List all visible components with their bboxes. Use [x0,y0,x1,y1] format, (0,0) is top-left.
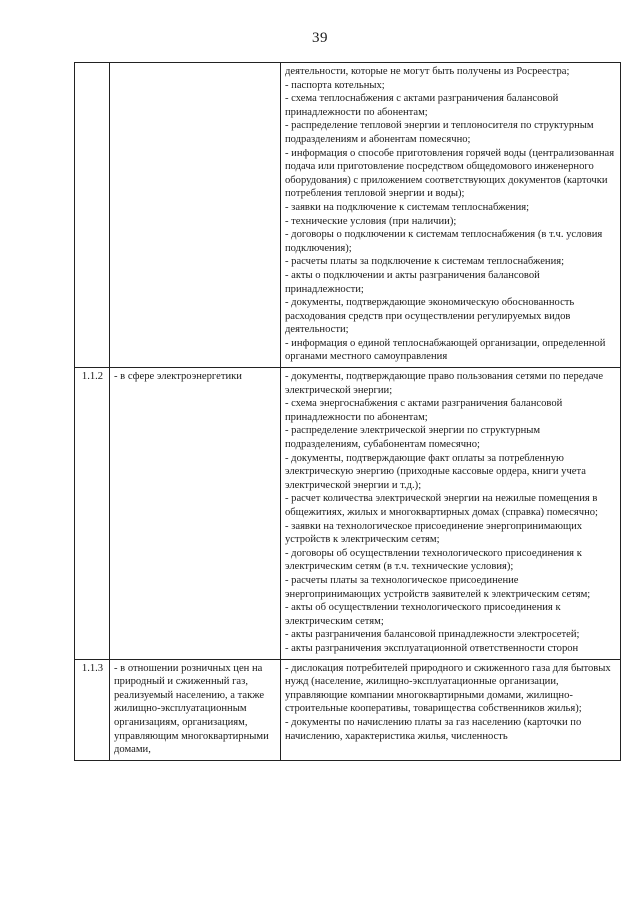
requirements-table [74,62,621,761]
document-item: - схема теплоснабжения с актами разграничения балансовой принадлежности по абонентам; [285,93,559,118]
row-documents [281,368,621,659]
document-item: - информация о способе приготовления горячей воды (централизованная подача или приготовление посредством общедомового инженерного оборудования) с приложением соответствующих документов (карточки потребления тепловой энергии и воды); [285,147,615,200]
document-item: - документы, подтверждающие право пользования сетями по передаче электрической энергии; [285,371,604,396]
row-documents [281,659,621,760]
document-item: - документы по начислению платы за газ населению (карточки по начислению, характеристика жилья, численность [285,716,582,742]
document-item: - расчеты платы за подключение к системам теплоснабжения; [285,256,565,268]
document-item: - документы, подтверждающие факт оплаты за потребленную электрическую энергию (приходные кассовые ордера, книги учета электрической энергии и т.д.); [285,452,586,491]
row-area: - в отношении розничных цен на природный и сжиженный газ, реализуемый населению, а также жилищно-эксплуатационным организациям, организациям, управляющим многоквартирными домами, [110,659,281,760]
row-number: 1.1.2 [75,368,110,659]
document-item: - дислокация потребителей природного и сжиженного газа для бытовых нужд (население, жилищно-эксплуатационные организации, управляющие компании многоквартирными домами, жилищно-строительные кооперативы, товарищества собственников жилья); [285,662,611,715]
document-item: - информация о единой теплоснабжающей организации, определенной органами местного самоуправления [285,337,606,363]
row-number: 1.1.3 [75,659,110,760]
document-item: - договоры о подключении к системам теплоснабжения (в т.ч. условия подключения); [285,229,603,254]
document-item: - акты о подключении и акты разграничения балансовой принадлежности; [285,269,540,295]
document-item: - расчеты платы за технологическое присоединение энергопринимающих устройств заявителей к электрическим сетям; [285,574,591,600]
document-item: - заявки на подключение к системам теплоснабжения; [285,201,530,213]
document-item: - схема энергоснабжения с актами разграничения балансовой принадлежности по абонентам; [285,398,563,423]
document-item: - распределение тепловой энергии и теплоносителя по структурным подразделениям и абонентам помесячно; [285,120,594,145]
document-item: - акты об осуществлении технологического присоединения к электрическим сетям; [285,602,561,627]
document-item: - акты разграничения балансовой принадлежности электросетей; [285,629,580,641]
document-item: - договоры об осуществлении технологического присоединения к электрическим сетям (в т.ч. технические условия); [285,547,582,573]
document-item: деятельности, которые не могут быть получены из Росреестра; [285,66,570,77]
document-item: - распределение электрической энергии по структурным подразделениям, субабонентам помесячно; [285,425,541,451]
table-row [75,368,621,659]
document-item: - паспорта котельных; [285,79,385,91]
row-area: - в сфере электроэнергетики [110,368,281,659]
row-documents [281,63,621,368]
document-item: - документы, подтверждающие экономическую обоснованность расходования средств при осуществлении регулируемых видов деятельности; [285,297,575,336]
table-row [75,63,621,368]
row-number [75,63,110,368]
row-area [110,63,281,368]
document-item: - акты разграничения эксплуатационной ответственности сторон [285,642,579,654]
document-item: - заявки на технологическое присоединение энергопринимающих устройств к электрическим сетям; [285,520,583,546]
page-number: 39 [312,30,328,46]
document-item: - расчет количества электрической энергии на нежилые помещения в общежитиях, жилых и многоквартирных домах (справка) помесячно; [285,493,598,518]
document-item: - технические условия (при наличии); [285,215,457,227]
table-row [75,659,621,760]
